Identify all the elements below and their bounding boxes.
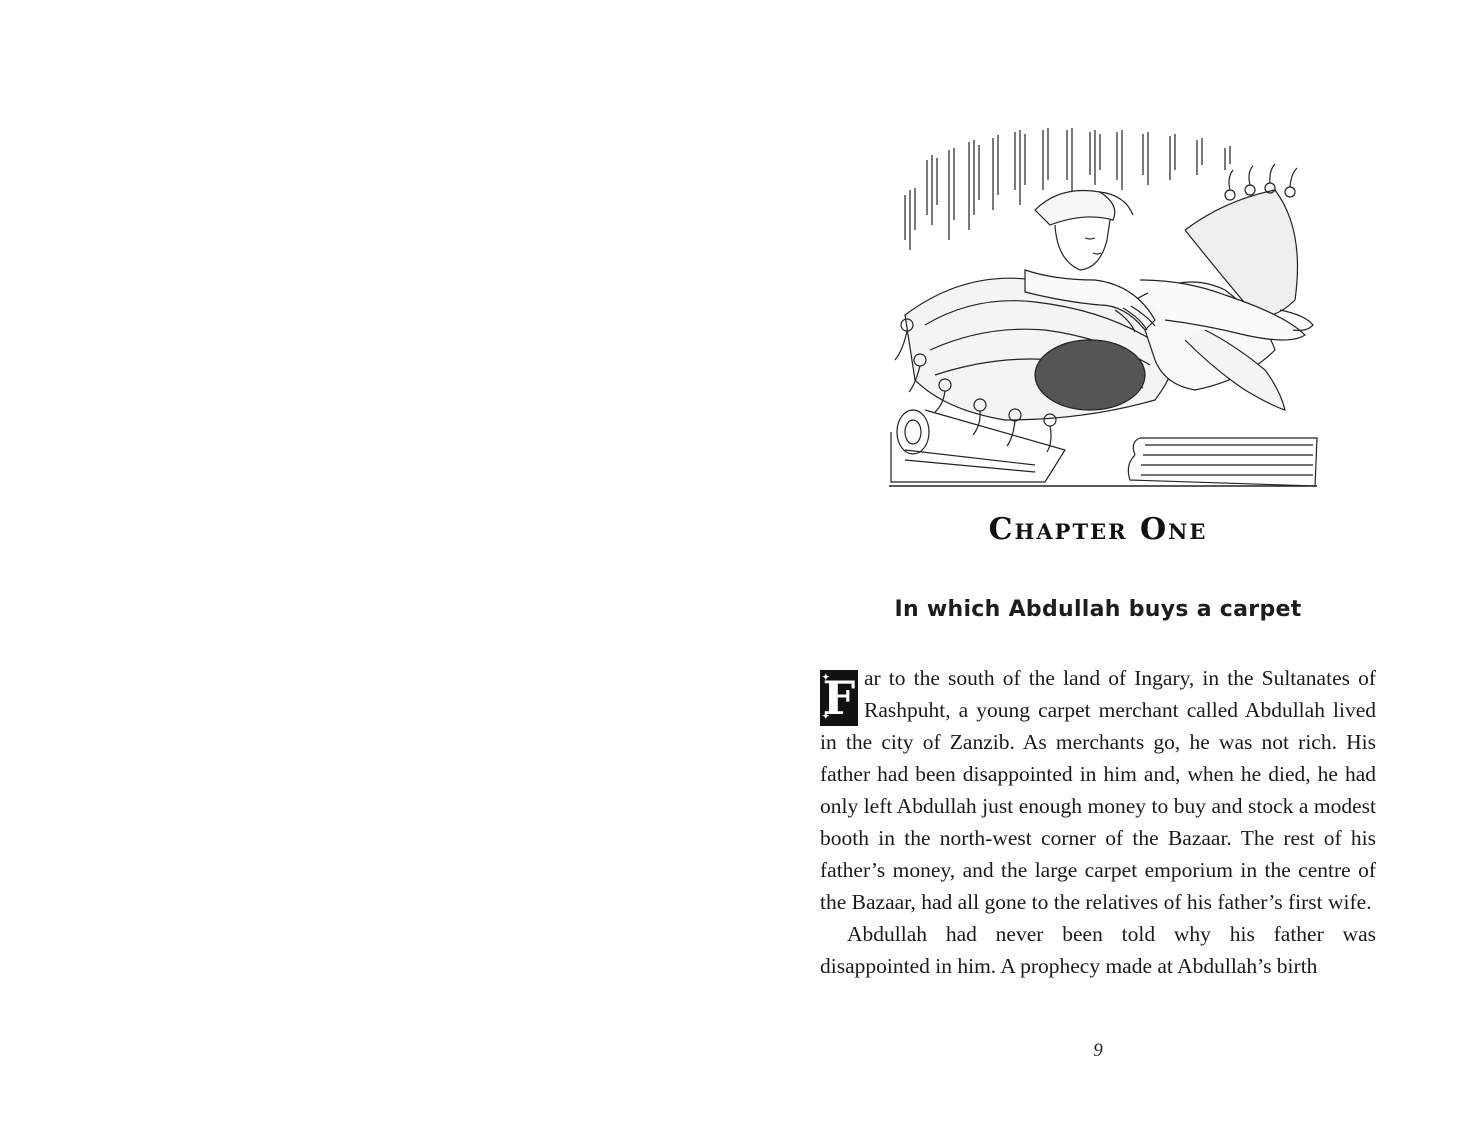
chapter-subtitle: In which Abdullah buys a carpet (894, 597, 1302, 622)
drop-cap: ✦ F ✦ (820, 670, 858, 726)
page-number: 9 (1093, 1040, 1103, 1061)
paragraph-1 (820, 662, 1376, 918)
floor-carpets (889, 410, 1317, 486)
chapter-heading: Chapter One (988, 512, 1208, 547)
chapter-illustration (885, 120, 1321, 492)
paragraph-2: Abdullah had never been told why his father was disappointed in him. A prophecy made at Abdullah’s birth (820, 922, 1376, 978)
hatch-lines (905, 128, 1230, 250)
chapter-body (820, 662, 1376, 982)
paragraph-1-text: ar to the south of the land of Ingary, in the Sultanates of Rashpuht, a young carpet merchant called Abdullah lived in the city of Zanzib. As merchants go, he was not rich. His father had been disappointed in him and, when he died, he had only left Abdullah just enough money to buy and stock a modest booth in the north-west corner of the Bazaar. The rest of his father’s money, and the large carpet emporium in the centre of the Bazaar, had all gone to the relatives of his father’s first wife. (820, 666, 1376, 914)
